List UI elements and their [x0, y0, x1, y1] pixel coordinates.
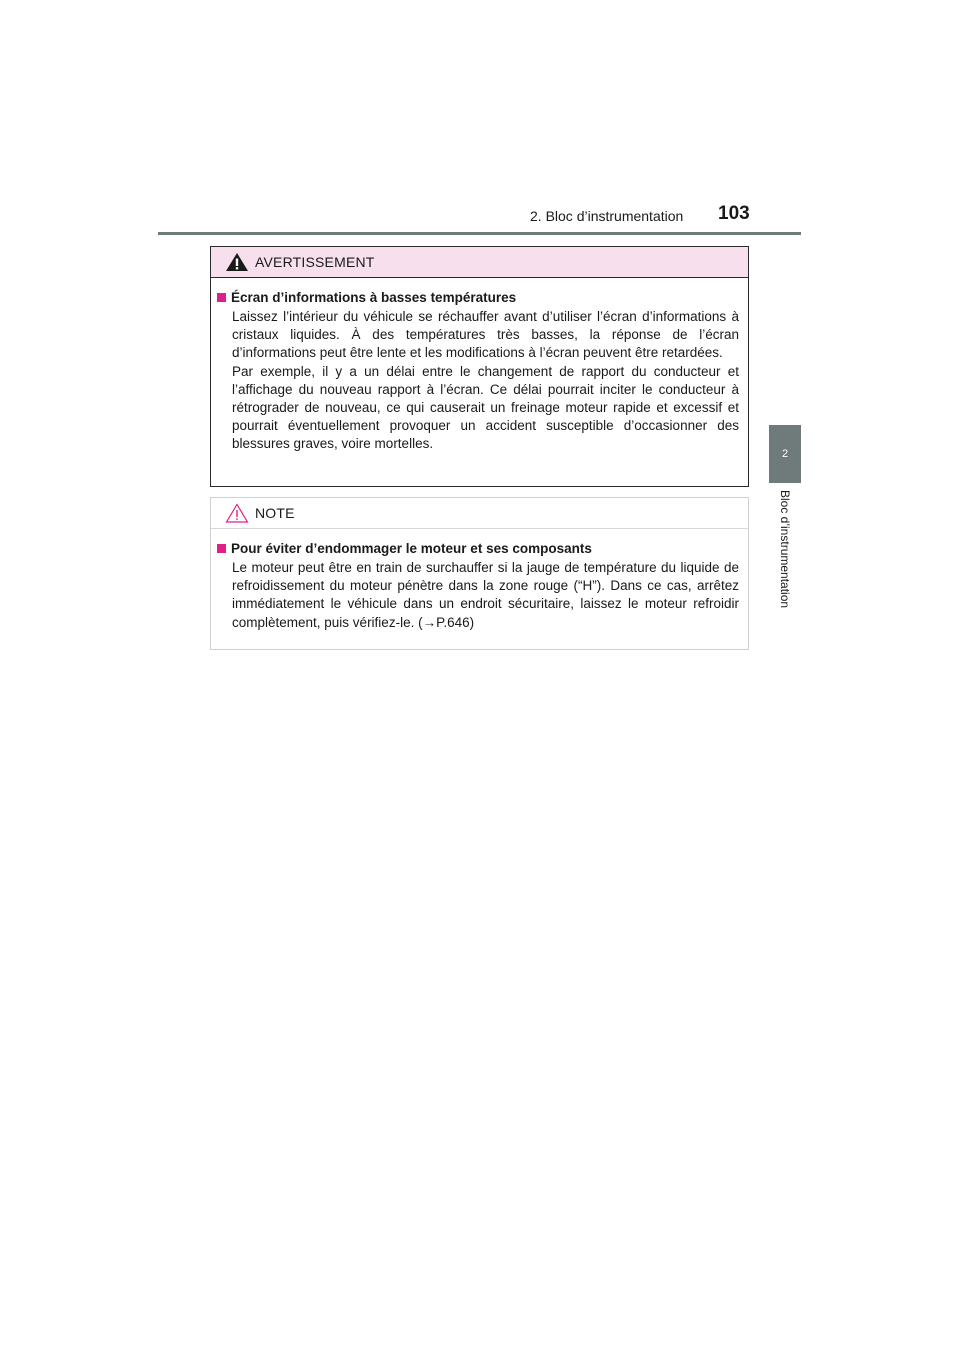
warning-paragraph-2: Par exemple, il y a un délai entre le changement de rapport du conducteur et l’affichage du nouveau rapport à l’écran. Ce délai pourrait inciter le conducteur à rétrograder de nouveau, ce qui causerait un freinage moteur rapide et excessif et pourrait éventuellement provoquer un accident susceptible d’occasionner des blessures graves, voire mortelles. — [232, 363, 739, 452]
warning-box — [210, 246, 749, 487]
note-heading: NOTE — [255, 505, 295, 521]
square-bullet-icon — [217, 544, 226, 553]
note-paragraph-1: Le moteur peut être en train de surchauffer si la jauge de température du liquide de refroidissement du moteur pénètre dans la zone rouge (“H”). Dans ce cas, arrêtez immédiatement le véhicule dans un endroit sécuritaire, laissez le moteur refroidir complètement, puis vérifiez-le. (→P.646) — [232, 560, 739, 630]
chapter-tab-label: Bloc d’instrumentation — [778, 490, 792, 609]
note-box — [210, 497, 749, 650]
note-item-title-text: Pour éviter d’endommager le moteur et ses composants — [231, 541, 592, 556]
warning-paragraph-1: Laissez l’intérieur du véhicule se réchauffer avant d’utiliser l’écran d’informations à cristaux liquides. À des températures très basses, la réponse de l’écran d’informations peut être lente et les modifications à l’écran peuvent être retardées. — [232, 309, 739, 361]
warning-body — [211, 278, 748, 454]
square-bullet-icon — [217, 293, 226, 302]
caution-triangle-outline-icon — [225, 503, 249, 523]
page-number: 103 — [718, 203, 750, 224]
warning-header — [211, 247, 748, 278]
note-header — [211, 498, 748, 529]
warning-item-title-text: Écran d’informations à basses températures — [231, 290, 517, 305]
note-item-title — [217, 541, 739, 556]
warning-triangle-icon — [225, 252, 249, 272]
chapter-tab-number: 2 — [769, 425, 801, 483]
warning-item-title — [217, 290, 739, 305]
chapter-title: 2. Bloc d’instrumentation — [530, 208, 684, 224]
header-divider — [158, 232, 801, 235]
note-body — [211, 529, 748, 632]
warning-heading: AVERTISSEMENT — [255, 254, 375, 270]
